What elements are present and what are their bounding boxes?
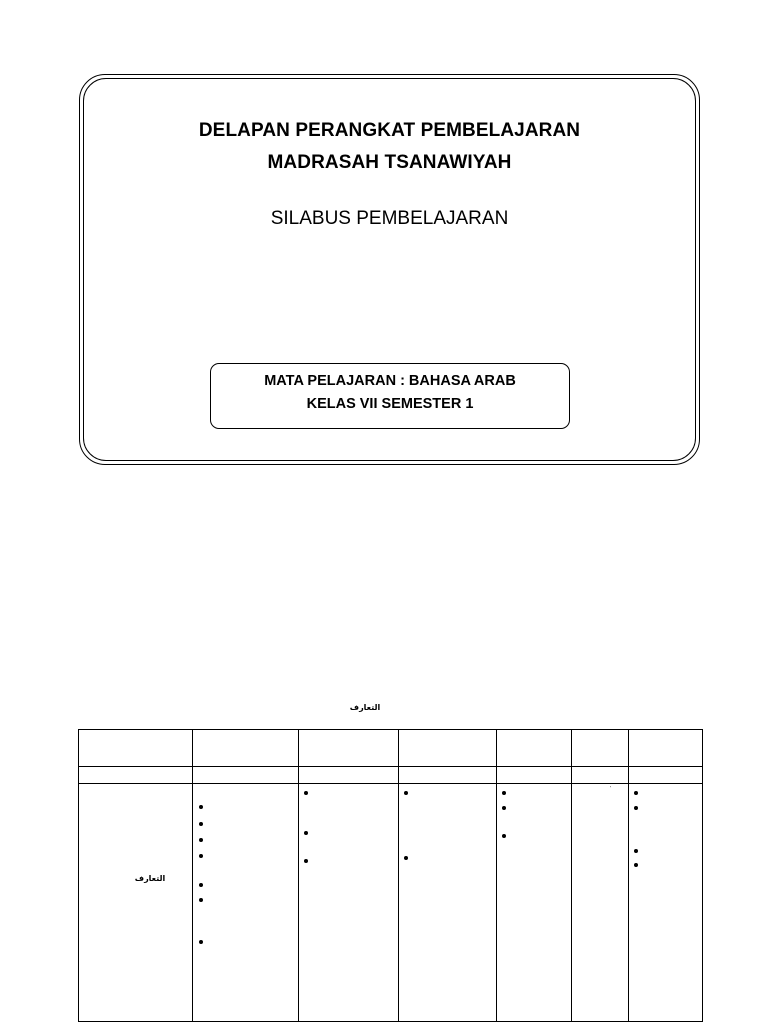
cover-subtitle: SILABUS PEMBELAJARAN — [270, 208, 509, 229]
bullet-point — [634, 806, 638, 810]
table-caption: التعارف — [349, 703, 381, 712]
table-border-bottom — [78, 1021, 703, 1022]
table-col-border — [192, 729, 193, 1022]
table-rule-subheader — [78, 783, 703, 784]
bullet-point — [304, 831, 308, 835]
subject-line-2: KELAS VII SEMESTER 1 — [306, 396, 474, 412]
bullet-point — [404, 791, 408, 795]
table-border-top — [78, 729, 703, 730]
table-rule-header — [78, 766, 703, 767]
bullet-point — [199, 940, 203, 944]
cover-title-line-2: MADRASAH TSANAWIYAH — [267, 152, 512, 173]
table-col-border — [628, 729, 629, 1022]
bullet-point — [199, 883, 203, 887]
table-mark: ' — [610, 786, 611, 792]
cover-title-line-1: DELAPAN PERANGKAT PEMBELAJARAN — [198, 120, 581, 141]
bullet-point — [404, 856, 408, 860]
bullet-point — [199, 854, 203, 858]
bullet-point — [634, 791, 638, 795]
bullet-point — [634, 849, 638, 853]
subject-line-1: MATA PELAJARAN : BAHASA ARAB — [264, 373, 516, 389]
bullet-point — [502, 806, 506, 810]
table-col-border — [496, 729, 497, 1022]
bullet-point — [634, 863, 638, 867]
bullet-point — [502, 834, 506, 838]
table-col-border — [78, 729, 79, 1022]
bullet-point — [502, 791, 506, 795]
bullet-point — [199, 822, 203, 826]
table-col-border — [398, 729, 399, 1022]
table-row-label: التعارف — [134, 874, 166, 883]
bullet-point — [304, 859, 308, 863]
bullet-point — [304, 791, 308, 795]
table-col-border — [702, 729, 703, 1022]
bullet-point — [199, 838, 203, 842]
table-col-border — [571, 729, 572, 1022]
bullet-point — [199, 805, 203, 809]
bullet-point — [199, 898, 203, 902]
table-col-border — [298, 729, 299, 1022]
